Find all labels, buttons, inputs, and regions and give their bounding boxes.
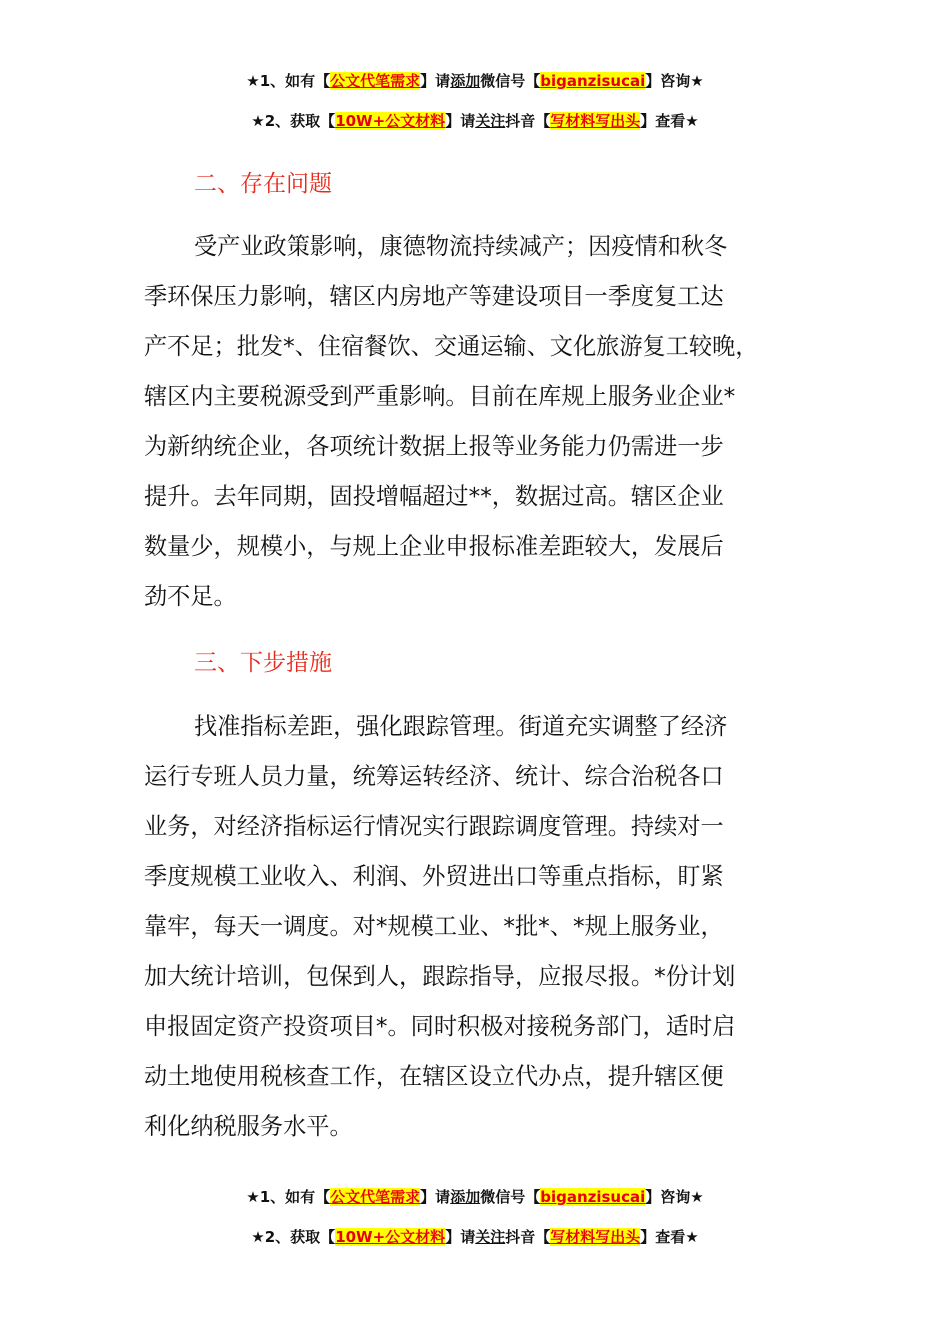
paragraph-line: 劲不足。 bbox=[144, 583, 237, 610]
banner-highlight: 公文代笔需求 bbox=[330, 1188, 421, 1206]
banner-text: 】咨询★ bbox=[645, 1188, 704, 1206]
paragraph-line: 动土地使用税核查工作，在辖区设立代办点，提升辖区便 bbox=[144, 1063, 724, 1090]
banner-text: 】查看★ bbox=[640, 112, 699, 130]
paragraph-line: 加大统计培训，包保到人，跟踪指导，应报尽报。*份计划 bbox=[144, 963, 736, 990]
banner-underlined: 关注 bbox=[475, 1228, 506, 1246]
section-heading-problems: 二、存在问题 bbox=[194, 171, 332, 197]
paragraph-line: 靠牢，每天一调度。对*规模工业、*批*、*规上服务业， bbox=[144, 913, 724, 940]
paragraph-line: 利化纳税服务水平。 bbox=[144, 1113, 353, 1140]
paragraph-line: 找准指标差距，强化跟踪管理。街道充实调整了经济 bbox=[194, 713, 728, 740]
banner-text: 抖音【 bbox=[505, 112, 551, 130]
paragraph-line: 辖区内主要税源受到严重影响。目前在库规上服务业企业* bbox=[144, 383, 736, 410]
banner-text: 】咨询★ bbox=[645, 72, 704, 90]
paragraph-line: 申报固定资产投资项目*。同时积极对接税务部门，适时启 bbox=[144, 1013, 736, 1040]
paragraph-line: 产不足；批发*、住宿餐饮、交通运输、文化旅游复工较晚， bbox=[144, 333, 759, 360]
banner-douyin-id: 写材料写出头 bbox=[550, 112, 641, 130]
banner-text: 】请 bbox=[445, 112, 476, 130]
banner-text: ★2、获取【 bbox=[251, 112, 336, 130]
banner-wechat-id: biganzisucai bbox=[540, 72, 646, 90]
banner-underlined: 添加 bbox=[450, 72, 481, 90]
section-heading-next-steps: 三、下步措施 bbox=[194, 650, 332, 676]
banner-highlight: 10W+公文材料 bbox=[335, 112, 446, 130]
banner-text: ★1、如有【 bbox=[246, 72, 331, 90]
banner-text: ★1、如有【 bbox=[246, 1188, 331, 1206]
banner-text: 微信号【 bbox=[480, 1188, 541, 1206]
bottom-banner-line-1 bbox=[0, 1187, 950, 1207]
bottom-banner-line-2 bbox=[0, 1227, 950, 1247]
banner-text: 】请 bbox=[445, 1228, 476, 1246]
banner-text: 微信号【 bbox=[480, 72, 541, 90]
banner-highlight: 10W+公文材料 bbox=[335, 1228, 446, 1246]
banner-text: 抖音【 bbox=[505, 1228, 551, 1246]
banner-text: 】查看★ bbox=[640, 1228, 699, 1246]
paragraph-line: 业务，对经济指标运行情况实行跟踪调度管理。持续对一 bbox=[144, 813, 724, 840]
paragraph-line: 数量少，规模小，与规上企业申报标准差距较大，发展后 bbox=[144, 533, 724, 560]
banner-underlined: 添加 bbox=[450, 1188, 481, 1206]
paragraph-line: 提升。去年同期，固投增幅超过**，数据过高。辖区企业 bbox=[144, 483, 724, 510]
top-banner-line-2 bbox=[0, 111, 950, 131]
banner-text: ★2、获取【 bbox=[251, 1228, 336, 1246]
section-body-problems bbox=[144, 222, 844, 622]
banner-text: 】请 bbox=[420, 1188, 451, 1206]
banner-underlined: 关注 bbox=[475, 112, 506, 130]
paragraph-line: 受产业政策影响，康德物流持续减产；因疫情和秋冬 bbox=[194, 233, 728, 260]
top-banner-line-1 bbox=[0, 71, 950, 91]
paragraph-line: 运行专班人员力量，统筹运转经济、统计、综合治税各口 bbox=[144, 763, 724, 790]
banner-wechat-id: biganzisucai bbox=[540, 1188, 646, 1206]
paragraph-line: 季度规模工业收入、利润、外贸进出口等重点指标，盯紧 bbox=[144, 863, 724, 890]
banner-douyin-id: 写材料写出头 bbox=[550, 1228, 641, 1246]
banner-text: 】请 bbox=[420, 72, 451, 90]
paragraph-line: 为新纳统企业，各项统计数据上报等业务能力仍需进一步 bbox=[144, 433, 724, 460]
banner-highlight: 公文代笔需求 bbox=[330, 72, 421, 90]
section-body-next-steps bbox=[144, 702, 844, 1152]
paragraph-line: 季环保压力影响，辖区内房地产等建设项目一季度复工达 bbox=[144, 283, 724, 310]
